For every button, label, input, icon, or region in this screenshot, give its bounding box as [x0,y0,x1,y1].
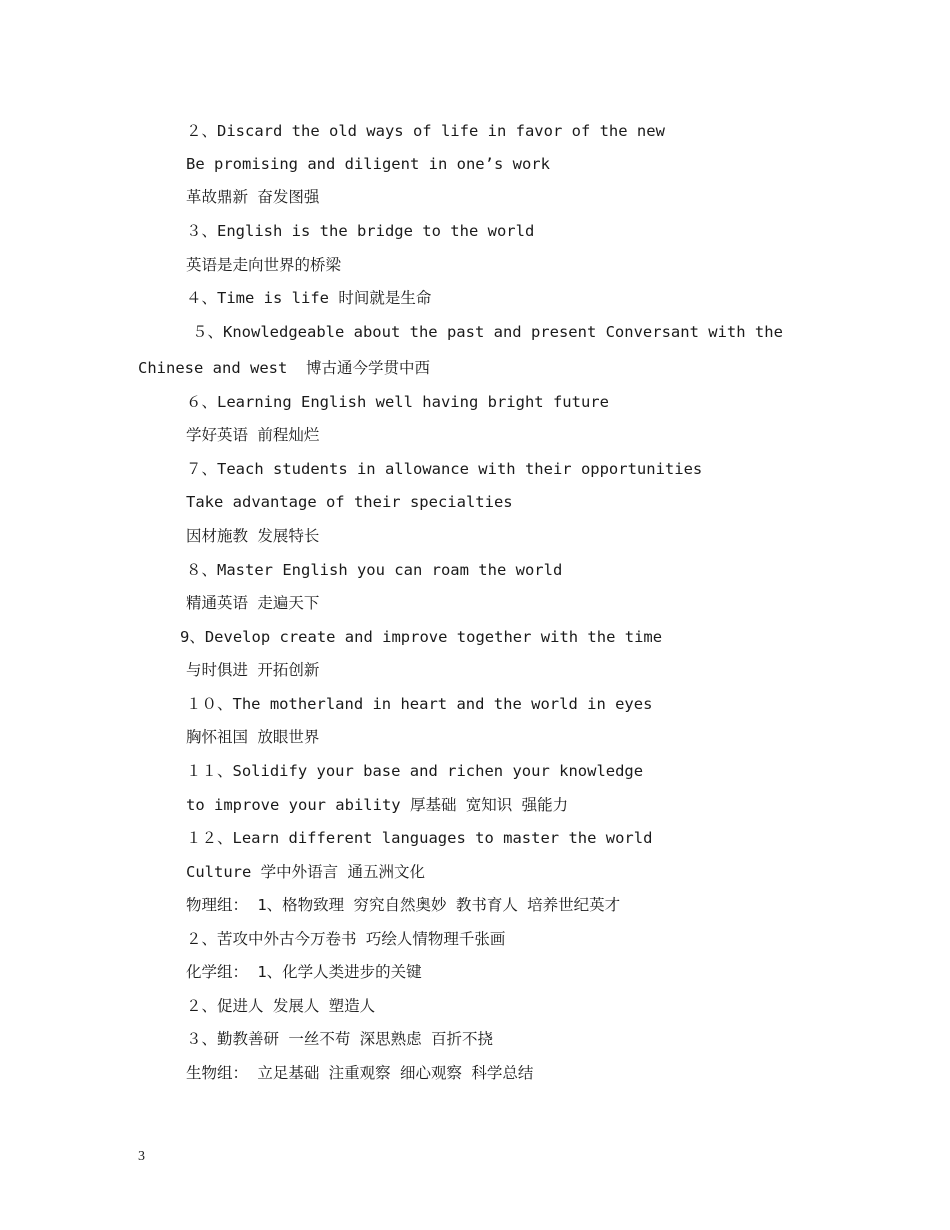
text-line: 精通英语 走遍天下 [186,594,320,612]
text-line: ８、Master English you can roam the world [186,561,563,579]
text-line: 革故鼎新 奋发图强 [186,188,320,206]
page-number: 3 [138,1149,145,1164]
text-line: ６、Learning English well having bright future [186,393,609,411]
text-line: 物理组： 1、格物致理 穷究自然奥妙 教书育人 培养世纪英才 [186,896,621,914]
text-line: 与时俱进 开拓创新 [186,661,320,679]
text-line: ４、Time is life 时间就是生命 [186,289,432,307]
text-line: ７、Teach students in allowance with their opportunities [186,460,703,478]
text-line: １１、Solidify your base and richen your knowledge [186,762,644,780]
text-line: Chinese and west 博古通今学贯中西 [138,359,430,377]
text-line: Take advantage of their specialties [186,493,513,511]
text-line: ２、促进人 发展人 塑造人 [186,997,376,1015]
text-line: ３、English is the bridge to the world [186,222,535,240]
text-line: １０、The motherland in heart and the world in eyes [186,695,653,713]
text-line: Be promising and diligent in one’s work [186,155,550,173]
text-line: 学好英语 前程灿烂 [186,426,320,444]
text-line: １２、Learn different languages to master the world [186,829,653,847]
text-line: ２、苦攻中外古今万卷书 巧绘人情物理千张画 [186,930,506,948]
text-line: 生物组： 立足基础 注重观察 细心观察 科学总结 [186,1064,534,1082]
text-line: 化学组： 1、化学人类进步的关键 [186,963,422,981]
text-line: to improve your ability 厚基础 宽知识 强能力 [186,796,569,814]
text-line: ５、Knowledgeable about the past and present Conversant with the [192,323,783,341]
text-line: Culture 学中外语言 通五洲文化 [186,863,425,881]
text-line: 因材施教 发展特长 [186,527,320,545]
text-line: 英语是走向世界的桥梁 [186,256,342,274]
text-line: 9、Develop create and improve together with the time [180,628,663,646]
text-line: ３、勤教善研 一丝不苟 深思熟虑 百折不挠 [186,1030,493,1048]
text-line: ２、Discard the old ways of life in favor of the new [186,122,665,140]
text-line: 胸怀祖国 放眼世界 [186,728,320,746]
